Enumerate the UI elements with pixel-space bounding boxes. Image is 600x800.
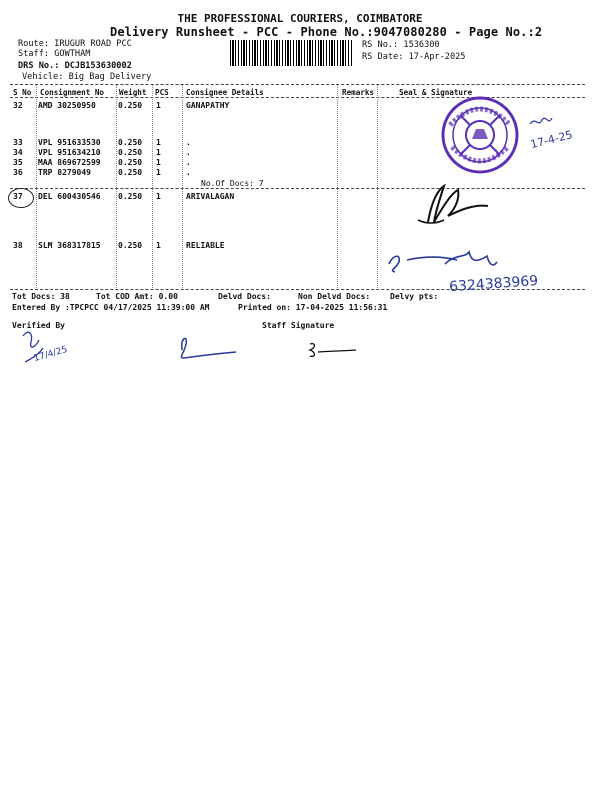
row-pcs: 1	[156, 148, 161, 157]
row-pcs: 1	[156, 241, 161, 250]
middle-signature	[170, 330, 240, 365]
row-weight: 0.250	[118, 241, 143, 250]
rs-date: RS Date: 17-Apr-2025	[362, 52, 466, 62]
stamp-date: 17-4-25	[529, 128, 574, 152]
row-weight: 0.250	[118, 192, 143, 201]
verify-date: 17/4/25	[32, 344, 69, 365]
row-sno: 32	[13, 101, 23, 110]
row-weight: 0.250	[118, 101, 143, 110]
delvd-docs: Delvd Docs:	[218, 292, 271, 301]
row-consignee: .	[186, 168, 191, 177]
row-consignment: VPL 951634210	[38, 148, 101, 157]
col-sno: S No	[13, 88, 32, 97]
row-consignment: SLM 368317815	[38, 241, 101, 250]
row-pcs: 1	[156, 192, 161, 201]
row-consignment: TRP 8279049	[38, 168, 91, 177]
row-pcs: 1	[156, 168, 161, 177]
non-delvd-docs: Non Delvd Docs:	[298, 292, 371, 301]
row-sno: 37	[13, 192, 23, 201]
col-consignment: Consignment No	[40, 88, 105, 97]
row-weight: 0.250	[118, 168, 143, 177]
seal-handwritten-date	[528, 110, 588, 150]
no-of-docs: No.Of Docs: 7	[201, 179, 264, 188]
col-remarks: Remarks	[342, 88, 375, 97]
receiver-signature	[385, 242, 585, 296]
verified-by-label: Verified By	[12, 321, 65, 330]
row-consignment: MAA 869672599	[38, 158, 101, 167]
tot-docs: Tot Docs: 38	[12, 292, 70, 301]
delvy-pts: Delvy pts:	[390, 292, 439, 301]
staff-signature	[300, 338, 360, 363]
row-pcs: 1	[156, 138, 161, 147]
row-weight: 0.250	[118, 148, 143, 157]
row-consignment: DEL 600430546	[38, 192, 101, 201]
row-sno: 33	[13, 138, 23, 147]
row-weight: 0.250	[118, 158, 143, 167]
printed-on: Printed on: 17-04-2025 11:56:31	[238, 303, 388, 312]
receiver-phone: 6324383969	[448, 273, 539, 296]
row-consignee: RELIABLE	[186, 241, 225, 250]
table-top-rule	[10, 84, 585, 85]
barcode	[230, 40, 353, 66]
col-pcs: PCS	[155, 88, 169, 97]
entered-by: Entered By :TPCPCC 04/17/2025 11:39:00 AM	[12, 303, 210, 312]
row-consignee: GANAPATHY	[186, 101, 230, 110]
row-sno: 38	[13, 241, 23, 250]
row-weight: 0.250	[118, 138, 143, 147]
route: Route: IRUGUR ROAD PCC	[18, 39, 132, 49]
staff: Staff: GOWTHAM	[18, 49, 91, 59]
row-consignment: VPL 951633530	[38, 138, 101, 147]
row-consignee: ARIVALAGAN	[186, 192, 235, 201]
col-consignee: Consignee Details	[186, 88, 264, 97]
drs-number: DRS No.: DCJB153630002	[18, 61, 132, 71]
company-name: THE PROFESSIONAL COURIERS, COIMBATORE	[177, 12, 423, 25]
consignee-signature	[410, 180, 510, 230]
tot-cod: Tot COD Amt: 0.00	[96, 292, 178, 301]
vehicle: Vehicle: Big Bag Delivery	[22, 72, 152, 82]
col-weight: Weight	[119, 88, 147, 97]
row-consignee: .	[186, 158, 191, 167]
row-consignee: .	[186, 138, 191, 147]
row-sno: 35	[13, 158, 23, 167]
col-seal-signature: Seal & Signature	[399, 88, 473, 97]
row-pcs: 1	[156, 158, 161, 167]
row-sno: 36	[13, 168, 23, 177]
staff-signature-label: Staff Signature	[262, 321, 335, 330]
row-consignment: AMD 30250950	[38, 101, 96, 110]
rs-number: RS No.: 1536300	[362, 40, 440, 50]
verified-by-signature	[15, 318, 95, 368]
row-pcs: 1	[156, 101, 161, 110]
row-sno: 34	[13, 148, 23, 157]
row-consignee: .	[186, 148, 191, 157]
company-seal-stamp	[440, 95, 520, 175]
runsheet-title: Delivery Runsheet - PCC - Phone No.:9047080280 - Page No.:2	[110, 25, 543, 39]
